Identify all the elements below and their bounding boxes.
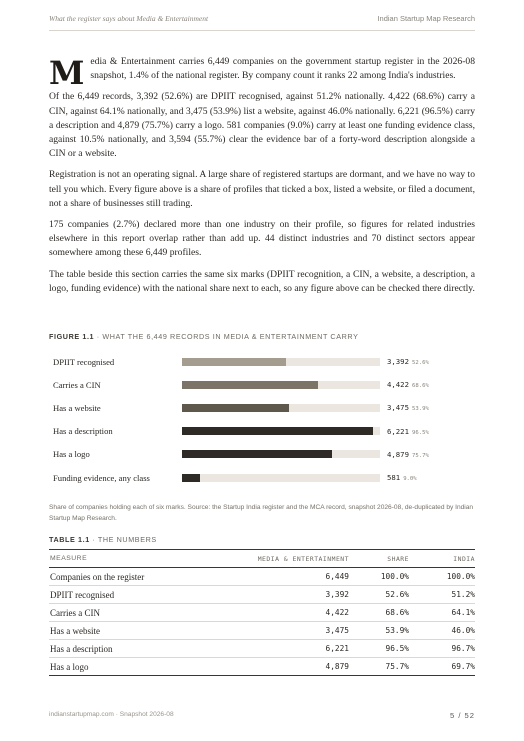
header-media: MEDIA & ENTERTAINMENT: [239, 550, 349, 568]
bar-value-label: [387, 403, 429, 412]
bar-track: [182, 358, 380, 366]
bar-label: Funding evidence, any class: [53, 472, 150, 483]
bar-percent: 68.6%: [411, 383, 429, 390]
bar-row: [49, 420, 475, 443]
bar-percent: 53.9%: [411, 406, 429, 413]
bar-percent: 96.5%: [411, 429, 429, 436]
bar-count: 4,422: [387, 380, 409, 390]
table-title: · THE NUMBERS: [89, 535, 157, 544]
bar-value-label: [387, 450, 429, 459]
table-header-row: [49, 550, 475, 568]
cell-share: 68.6%: [349, 604, 409, 622]
bar-count: 3,475: [387, 403, 409, 413]
cell-count: 4,879: [239, 658, 349, 676]
bar-track: [182, 450, 380, 458]
cell-share: 52.6%: [349, 586, 409, 604]
bar-value-label: [387, 357, 429, 366]
table-row: [49, 604, 475, 622]
cell-count: 3,392: [239, 586, 349, 604]
bar-count: 581: [387, 473, 401, 482]
cell-share: 96.5%: [349, 640, 409, 658]
paragraph-overlap: 175 companies (2.7%) declared more than one industry on their profile, so figures for related industries elsewhere in this report overlap rather than add up. 44 distinct industries and 70 distinct sectors appear somewhere among these 6,449 profiles.: [49, 219, 475, 259]
table-number: TABLE 1.1: [49, 535, 90, 544]
bar-row: [49, 373, 475, 396]
bar-chart: [49, 350, 475, 490]
cell-india: 64.1%: [409, 604, 475, 622]
cell-share: 75.7%: [349, 658, 409, 676]
running-head: [49, 14, 475, 23]
cell-india: 46.0%: [409, 622, 475, 640]
table-row: [49, 640, 475, 658]
bar-count: 3,392: [387, 357, 409, 366]
drop-cap: M: [49, 54, 85, 92]
bar: [182, 381, 318, 389]
bar-value-label: [387, 427, 429, 436]
figure-number: FIGURE 1.1: [49, 332, 95, 341]
header-measure: MEASURE: [49, 550, 239, 568]
cell-india: 100.0%: [409, 568, 475, 586]
paragraph-intro: [49, 54, 475, 92]
cell-count: 6,221: [239, 640, 349, 658]
figure-caption: Share of companies holding each of six marks. Source: the Startup India register and the MCA record, snapshot 2026-08, de-duplicated by Indian Startup Map Research.: [49, 504, 474, 522]
table-label: [49, 535, 157, 544]
cell-count: 6,449: [239, 568, 349, 586]
bar-track: [182, 474, 380, 482]
numbers-table: [49, 549, 475, 676]
cell-measure: Has a logo: [49, 658, 239, 676]
cell-measure: Companies on the register: [49, 568, 239, 586]
cell-india: 51.2%: [409, 586, 475, 604]
cell-india: 96.7%: [409, 640, 475, 658]
paragraph-table-note: The table beside this section carries the same six marks (DPIIT recognition, a CIN, a website, a description, a logo, funding evidence) with the national share next to each, so any figure above can be checked there directly.: [49, 268, 475, 294]
cell-share: 53.9%: [349, 622, 409, 640]
bar-label: DPIIT recognised: [53, 356, 115, 367]
bar-track: [182, 427, 380, 435]
paragraph-registration: Registration is not an operating signal. A large share of registered startups are dormant, and we have no way to tell you which. Every figure above is a share of profiles that ticked a box, listed a website, or filed a document, not a share of businesses still trading.: [49, 169, 475, 209]
bar-value-label: [387, 380, 429, 389]
cell-count: 4,422: [239, 604, 349, 622]
cell-measure: Has a website: [49, 622, 239, 640]
table-row: [49, 586, 475, 604]
bar: [182, 358, 286, 366]
bar: [182, 427, 373, 435]
bar-row: [49, 396, 475, 419]
bar: [182, 450, 332, 458]
paragraph-records: Of the 6,449 records, 3,392 (52.6%) are DPIIT recognised, against 51.2% nationally. 4,422 (68.6%) carry a CIN, against 64.1% nationally, and 3,475 (53.9%) list a website, against 46.0% nationally. 6,221 (96.5%) carry a description and 4,879 (75.7%) carry a logo. 581 companies (9.0%) carry at least one funding evidence class, against 10.5% nationally, and 3,594 (55.7%) clear the evidence bar of a forty-word description alongside a CIN or a website.: [49, 91, 475, 160]
bar: [182, 404, 289, 412]
page-number: 5 / 52: [450, 711, 475, 720]
page-footer: [49, 711, 475, 720]
cell-count: 3,475: [239, 622, 349, 640]
header-india: INDIA: [409, 550, 475, 568]
bar-percent: 52.6%: [411, 360, 429, 366]
figure-label: [49, 332, 358, 341]
bar-count: 4,879: [387, 449, 409, 459]
bar-percent: 9.0%: [403, 476, 417, 482]
body-text: [49, 55, 475, 303]
bar-value-label: [387, 473, 417, 482]
bar-label: Carries a CIN: [53, 379, 101, 390]
running-head-publisher: Indian Startup Map Research: [377, 14, 475, 23]
table-row: [49, 658, 475, 676]
bar-label: Has a description: [53, 426, 113, 437]
figure-title: · WHAT THE 6,449 RECORDS IN MEDIA & ENTERTAINMENT CARRY: [94, 332, 359, 341]
bar-row: [49, 443, 475, 466]
bar-track: [182, 381, 380, 389]
bar-percent: 75.7%: [411, 452, 429, 459]
intro-text: edia & Entertainment carries 6,449 companies on the government startup register in the 2026-08 snapshot, 1.4% of the national register. By company count it ranks 22 among India's industries.: [90, 56, 475, 82]
cell-india: 69.7%: [409, 658, 475, 676]
bar-count: 6,221: [387, 426, 409, 436]
cell-share: 100.0%: [349, 568, 409, 586]
header-rule: [49, 30, 475, 31]
bar-row: [49, 350, 475, 373]
bar-label: Has a website: [53, 402, 101, 413]
cell-measure: DPIIT recognised: [49, 586, 239, 604]
cell-measure: Has a description: [49, 640, 239, 658]
running-head-title: What the register says about Media & Entertainment: [49, 14, 209, 23]
table-row: [49, 622, 475, 640]
bar: [182, 474, 200, 482]
cell-measure: Carries a CIN: [49, 604, 239, 622]
bar-track: [182, 404, 380, 412]
bar-row: [49, 466, 475, 489]
header-share: SHARE: [349, 550, 409, 568]
bar-label: Has a logo: [53, 449, 90, 460]
footer-source: indianstartupmap.com · Snapshot 2026-08: [49, 711, 174, 718]
table-row: [49, 568, 475, 586]
